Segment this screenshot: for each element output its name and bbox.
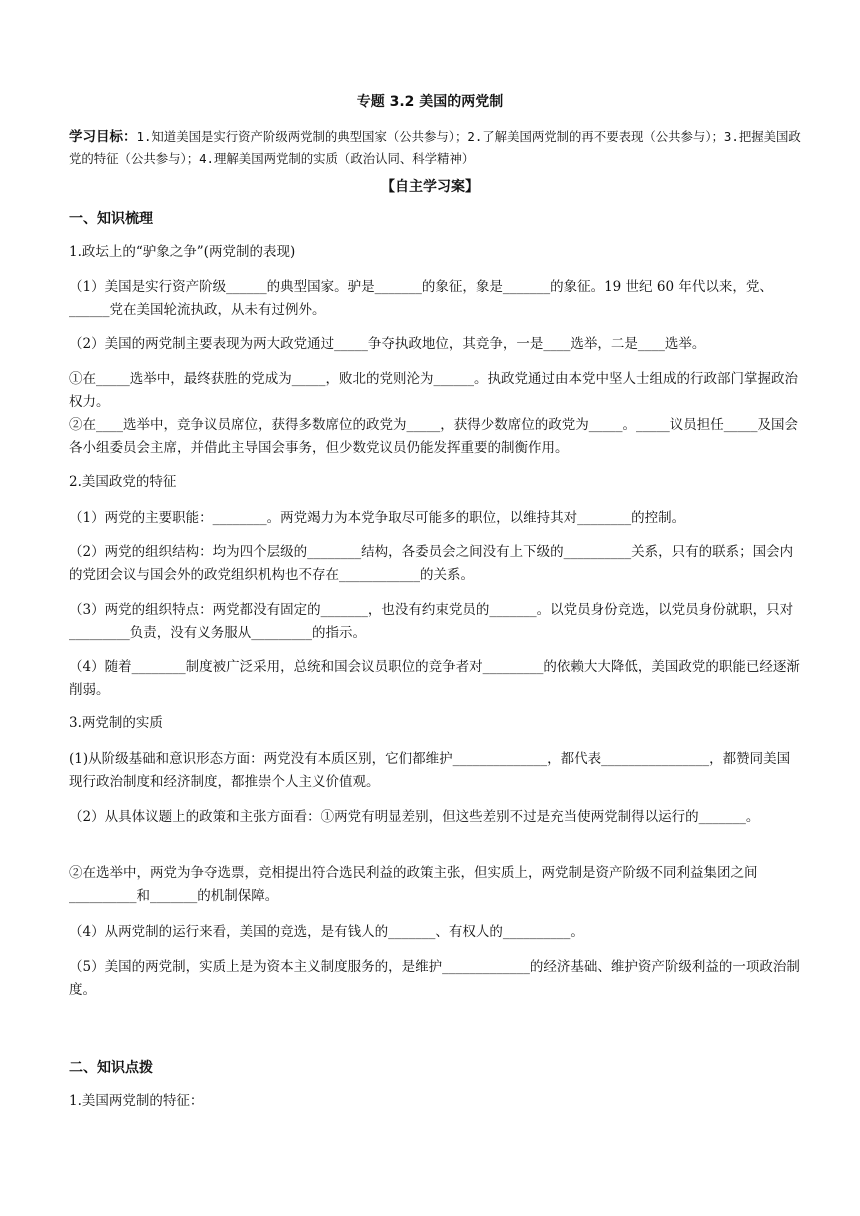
paragraph-3-2: （2）从具体议题上的政策和主张方面看：①两党有明显差别，但这些差别不过是充当使两党制得以运行的_______。: [69, 809, 760, 825]
objectives-text: 1.知道美国是实行资产阶级两党制的典型国家（公共参与）；2.了解美国两党制的再不要表现（公共参与）；3.把握美国政党的特征（公共参与）；4.理解美国两党制的实质（政治认同、科学精神）: [69, 129, 801, 166]
tips-topic-1-heading: 1.美国两党制的特征：: [69, 1093, 204, 1109]
paragraph-3-5: （5）美国的两党制，实质上是为资本主义制度服务的，是维护_____________的经济基础、维护资产阶级利益的一项政治制度。: [69, 959, 800, 998]
document-title: 专题 3.2 美国的两党制: [356, 94, 504, 110]
topic-2-heading: 2.美国政党的特征: [69, 474, 177, 490]
objectives-label: 学习目标：: [69, 129, 137, 145]
topic-3-heading: 3.两党制的实质: [69, 715, 163, 731]
paragraph-2-4: （4）随着________制度被广泛采用，总统和国会议员职位的竞争者对_________的依赖大大降低，美国政党的职能已经逐渐削弱。: [69, 659, 800, 698]
section-heading-knowledge-tips: 二、知识点拨: [69, 1060, 153, 1076]
paragraph-1-2-a: ①在_____选举中，最终获胜的党成为_____，败北的党则沦为______。执政党通过由本党中坚人士组成的行政部门掌握政治权力。: [69, 371, 798, 410]
topic-1-heading: 1.政坛上的“驴象之争”(两党制的表现): [69, 244, 296, 260]
paragraph-3-4: （4）从两党制的运行来看，美国的竞选，是有钱人的_______、有权人的__________。: [69, 924, 584, 940]
paragraph-3-1: (1)从阶级基础和意识形态方面：两党没有本质区别，它们都维护______________，都代表________________，都赞同美国现行政治制度和经济制度，都推崇个人主义价值观。: [69, 751, 791, 790]
paragraph-1-2-b: ②在____选举中，竞争议员席位，获得多数席位的政党为_____，获得少数席位的政党为_____。_____议员担任_____及国会各小组委员会主席，并借此主导国会事务，但少数党议员仍能发挥重要的制衡作用。: [69, 417, 798, 456]
paragraph-3-3: ②在选举中，两党为争夺选票，竞相提出符合选民利益的政策主张，但实质上，两党制是资产阶级不同利益集团之间__________和_______的机制保障。: [69, 865, 758, 904]
paragraph-1-1: （1）美国是实行资产阶级______的典型国家。驴是_______的象征，象是_______的象征。19 世纪 60 年代以来，党、______党在美国轮流执政，从未有过例外。: [69, 279, 773, 318]
paragraph-1-2: （2）美国的两党制主要表现为两大政党通过_____争夺执政地位，其竞争，一是____选举，二是____选举。: [69, 336, 706, 352]
paragraph-2-1: （1）两党的主要职能：________。两党竭力为本党争取尽可能多的职位，以维持其对________的控制。: [69, 510, 686, 526]
section-heading-knowledge-review: 一、知识梳理: [69, 211, 153, 227]
paragraph-2-2: （2）两党的组织结构：均为四个层级的________结构，各委员会之间没有上下级的__________关系，只有的联系；国会内的党团会议与国会外的政党组织机构也不存在____________的关系。: [69, 544, 794, 583]
paragraph-2-3: （3）两党的组织特点：两党都没有固定的_______，也没有约束党员的_______。以党员身份竞选，以党员身份就职，只对_________负责，没有义务服从_________的指示。: [69, 602, 794, 641]
self-study-heading: 【自主学习案】: [381, 179, 479, 195]
learning-objectives: [69, 126, 801, 170]
